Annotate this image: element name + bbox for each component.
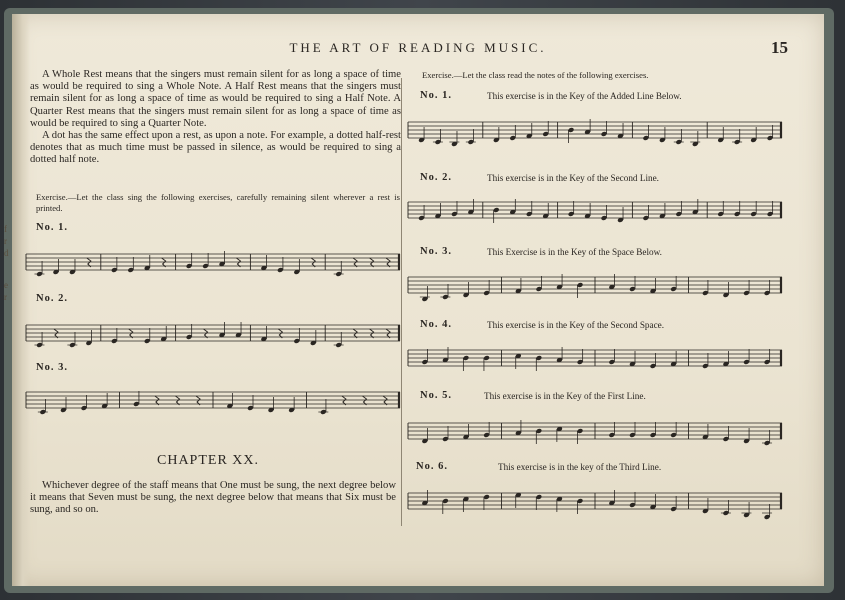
rest-symbol xyxy=(129,329,133,338)
rest-symbol xyxy=(236,258,240,267)
rest-symbol xyxy=(54,329,58,338)
rest-symbol xyxy=(342,396,346,405)
margin-mark: r xyxy=(4,236,7,246)
rest-symbol xyxy=(386,258,390,267)
left-exercise-label: No. 1. xyxy=(36,222,68,233)
rest-symbol xyxy=(362,396,366,405)
margin-mark: r xyxy=(4,292,7,302)
music-staff xyxy=(26,240,400,290)
right-exercise-description: This exercise is in the Key of the First Line. xyxy=(484,391,646,401)
right-exercise-label: No. 6. xyxy=(416,461,448,472)
music-staff xyxy=(408,479,782,529)
music-staff xyxy=(26,311,400,361)
chapter-title: CHAPTER XX. xyxy=(157,453,260,468)
rest-symbol xyxy=(155,396,159,405)
left-exercise-intro: Exercise.—Let the class sing the following exercises, carefully remaining silent wherever a rest is printed. xyxy=(36,192,400,213)
left-exercise-label: No. 2. xyxy=(36,293,68,304)
rest-symbol xyxy=(196,396,200,405)
running-head: THE ART OF READING MUSIC. xyxy=(289,40,547,55)
column-divider xyxy=(401,78,402,526)
rest-explanation xyxy=(30,69,401,167)
music-staff xyxy=(26,378,400,428)
rest-symbol xyxy=(87,258,91,267)
chapter-paragraph: Whichever degree of the staff means that One must be sung, the next degree below it means that Seven must be sung, the next degree below that means that Six must be sung, and so on. xyxy=(30,480,396,516)
margin-mark: f xyxy=(4,224,7,234)
rest-symbol xyxy=(278,329,282,338)
right-exercise-description: This exercise is in the Key of the Added Line Below. xyxy=(487,91,682,101)
paragraph-rests: A Whole Rest means that the singers must remain silent for as long a space of time as would be required to sing a Whole Note. A Half Rest means that the singers must remain silent for as long a space of time as would be required to sing a Half Note. A Quarter Rest means that the singers must remain silent for as long a space of time as would be required to sing a Quarter Note. xyxy=(30,69,401,129)
rest-symbol xyxy=(383,396,387,405)
paragraph-dotted-rest: A dot has the same effect upon a rest, as upon a note. For example, a dotted half-rest denotes that as much time must be passed in silence, as would be required to sing a dotted half note. xyxy=(30,130,401,166)
right-exercise-label: No. 3. xyxy=(420,246,452,257)
right-exercise-description: This exercise is in the Key of the Second Space. xyxy=(487,320,665,330)
page-number: 15 xyxy=(771,38,788,57)
right-exercise-label: No. 4. xyxy=(420,319,452,330)
chapter-body xyxy=(30,480,396,517)
margin-mark: e xyxy=(4,280,8,290)
rest-symbol xyxy=(175,396,179,405)
right-exercise-description: This exercise is in the Key of the Second Line. xyxy=(487,173,659,183)
right-exercise-description: This Exercise is in the Key of the Space Below. xyxy=(487,247,662,257)
right-exercise-label: No. 2. xyxy=(420,172,452,183)
right-exercise-label: No. 5. xyxy=(420,390,452,401)
right-exercise-label: No. 1. xyxy=(420,90,452,101)
music-staff xyxy=(408,336,782,386)
music-staff xyxy=(408,188,782,238)
rest-symbol xyxy=(311,258,315,267)
right-exercise-description: This exercise is in the key of the Third Line. xyxy=(498,462,662,472)
rest-symbol xyxy=(370,329,374,338)
right-exercise-intro: Exercise.—Let the class read the notes of the following exercises. xyxy=(422,70,649,80)
rest-symbol xyxy=(386,329,390,338)
music-staff xyxy=(408,409,782,459)
rest-symbol xyxy=(370,258,374,267)
page-gutter-shadow xyxy=(12,14,30,586)
left-exercise-label: No. 3. xyxy=(36,362,68,373)
music-staff xyxy=(408,263,782,313)
rest-symbol xyxy=(162,258,166,267)
music-staff xyxy=(408,108,782,158)
rest-symbol xyxy=(353,329,357,338)
margin-mark: d xyxy=(4,248,9,258)
rest-symbol xyxy=(353,258,357,267)
rest-symbol xyxy=(204,329,208,338)
book-page xyxy=(4,14,824,586)
